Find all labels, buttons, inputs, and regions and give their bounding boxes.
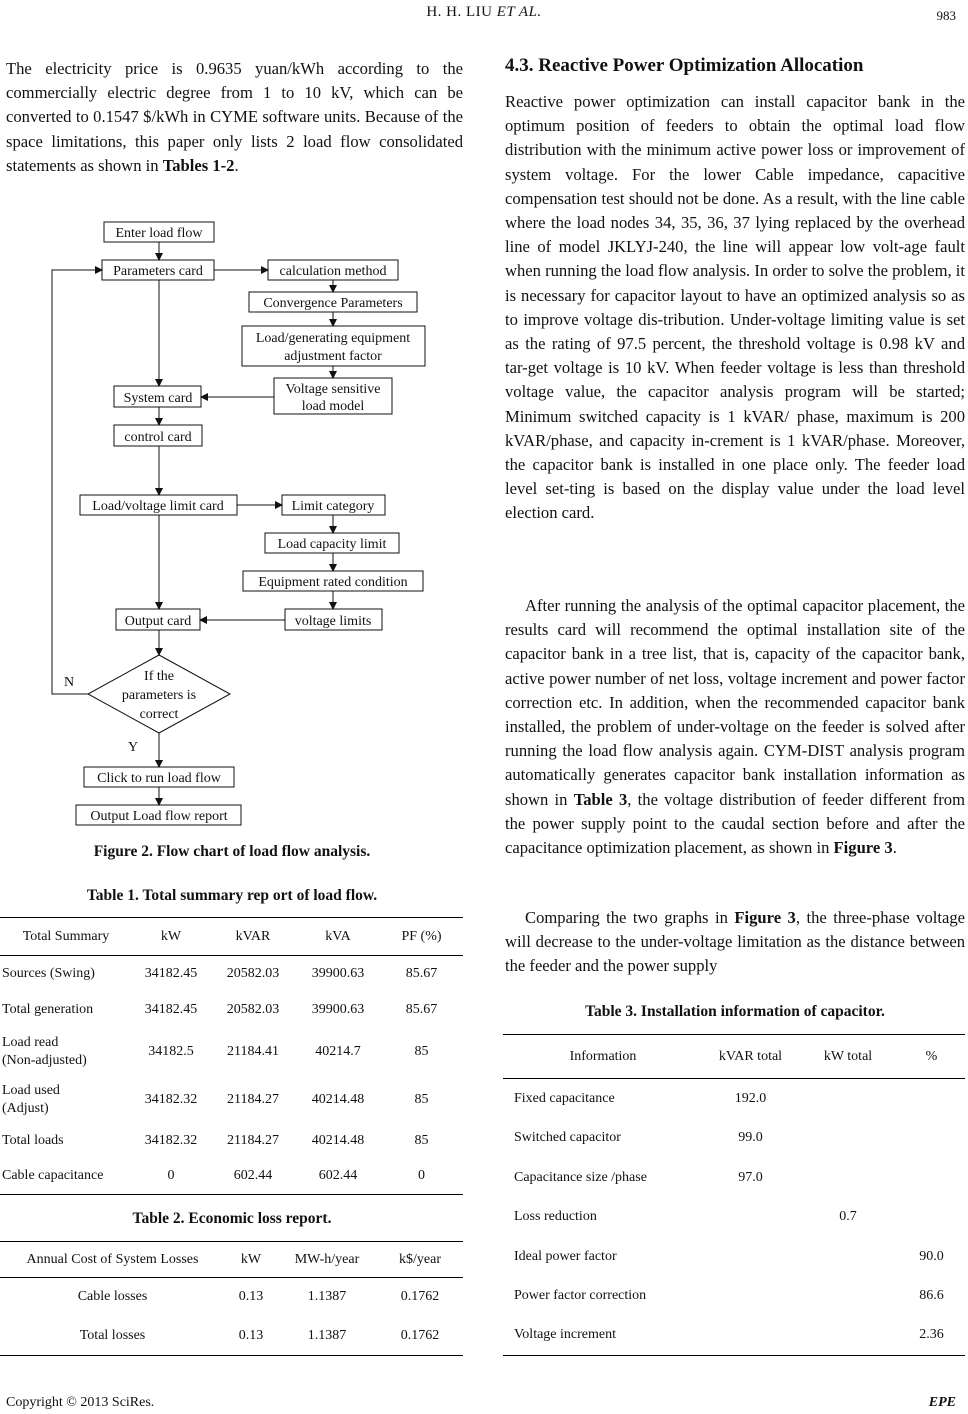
t3-r0-label: Fixed capacitance [514, 1090, 615, 1106]
t2-r0-kw: 0.13 [238, 1289, 264, 1305]
footer-journal: EPE [928, 1395, 956, 1410]
flow-output-label: Output card [124, 614, 192, 629]
flow-decision-label-3: correct [139, 707, 179, 722]
flow-equip-label: Equipment rated condition [258, 575, 408, 590]
flow-y-label: Y [128, 740, 139, 755]
t1-r0-kvar: 20582.03 [226, 965, 280, 981]
t2-r1-k: 0.1762 [400, 1327, 440, 1343]
t2-h-annual: Annual Cost of System Losses [26, 1251, 199, 1267]
t1-r4-kva: 40214.48 [311, 1133, 365, 1148]
t1-r2-label [0, 1028, 132, 1076]
t3-r4-kw [798, 1237, 898, 1277]
section-heading: 4.3. Reactive Power Optimization Allocation [505, 55, 864, 76]
t3-r6-label: Voltage increment [514, 1327, 616, 1343]
t2-h-k: k$/year [399, 1251, 441, 1267]
t3-r3-kw: 0.7 [839, 1209, 857, 1224]
figure-2-caption: Figure 2. Flow chart of load flow analysis. [93, 843, 371, 860]
t1-r3-pf: 85 [414, 1091, 429, 1107]
p2-table-ref[interactable]: Table 3 [573, 789, 628, 809]
t3-r4-kvar [703, 1237, 798, 1277]
table-row [503, 1158, 965, 1198]
t3-r3-label: Loss reduction [514, 1209, 597, 1224]
intro-text: The electricity price is 0.9635 yuan/kWh according to the commercially electric degree from 1 to 10 kV, which can be converted to 0.1547 $/kWh in CYME software units. Because of the space limitations, this paper only lists 2 load flow consolidated statements as shown in [6, 59, 463, 175]
t1-r5-kw: 0 [167, 1168, 175, 1184]
flow-loadgen-label-1: Load/generating equipment [255, 331, 411, 346]
t3-r4-pct: 90.0 [919, 1248, 944, 1264]
p3-text-b: , the three-phase voltage will decrease to the under-voltage limitation as the distance between the feeder and the power supply [505, 908, 966, 976]
t3-r1-kw [798, 1119, 898, 1158]
t1-r5-kvar: 602.44 [233, 1168, 273, 1184]
footer-copyright: Copyright © 2013 SciRes. [6, 1395, 155, 1410]
p3-figure-ref[interactable]: Figure 3 [734, 908, 796, 927]
table-row [0, 1159, 463, 1195]
t2-r1-mwh: 1.1387 [307, 1327, 347, 1343]
flow-lvlimit-label: Load/voltage limit card [92, 499, 224, 514]
t3-r3-pct [898, 1198, 965, 1237]
t3-r2-pct [898, 1158, 965, 1198]
intro-end: . [234, 155, 239, 175]
t1-r5-label: Cable capacitance [2, 1168, 104, 1184]
table-1-caption: Table 1. Total summary rep ort of load flow. [86, 887, 378, 904]
flow-vlimits-label: voltage limits [294, 614, 372, 629]
flow-params-label: Parameters card [113, 264, 203, 279]
table-row [0, 956, 463, 992]
flow-loadgen-label-2: adjustment factor [284, 349, 382, 364]
table-1-header [0, 918, 463, 956]
t3-r5-label: Power factor correction [514, 1288, 647, 1303]
t1-h-kva: kVA [325, 928, 351, 944]
flow-calc-label: calculation method [279, 264, 387, 279]
t2-r0-mwh: 1.1387 [307, 1289, 347, 1305]
t1-r1-pf: 85.67 [405, 1001, 438, 1017]
t3-r1-kvar: 99.0 [738, 1130, 763, 1145]
t2-r0-label: Cable losses [77, 1289, 148, 1305]
paragraph-3 [505, 906, 965, 979]
t3-r0-pct [898, 1079, 965, 1119]
table-row [0, 1278, 463, 1317]
t1-r1-label: Total generation [2, 1001, 94, 1017]
paragraph-1: Reactive power optimization can install capacitor bank in the optimum position of feeders to obtain the optimal load flow distribution with the minimum active power loss or improvement of system voltage. For the lower Cable impedance, capacitive compensation test should not be done. As a result, with the line cable where the load nodes 34, 35, 36, 37 lying replaced by the overhead line of model JKLYJ-240, the line will appear low volt-age fault when running the load flow analysis. In order to solve the problem, it is necessary for capacitor layout to have an optimized analysis so as to improve voltage dis-tribution. Under-voltage limiting value is set as the rating of 97.5 percent, the threshold voltage is 0.98 kV and tar-get voltage is 10 kV. When feeder voltage is less than threshold voltage value, the capacitor analysis program will be started; Minimum switched capacity is 1 kVAR/ phase, maximum is 200 kVAR/phase, and capacity in-crement is 1 kVAR/phase. Moreover, the capacitor bank is installed in one place only. The feeder load level set-ting is based on the display value under the load level election card. [505, 92, 965, 523]
table-row [503, 1237, 965, 1277]
flow-decision-label-1: If the [144, 669, 174, 684]
t1-r3-kva: 40214.48 [311, 1091, 365, 1107]
table-3 [503, 1034, 965, 1356]
t2-r1-kw: 0.13 [238, 1327, 264, 1343]
table-row [503, 1316, 965, 1356]
t1-r2-kva: 40214.7 [315, 1043, 361, 1059]
t1-h-pf: PF (%) [401, 928, 442, 944]
p3-text-a: Comparing the two graphs in [525, 908, 735, 927]
table-1 [0, 917, 463, 1195]
table-row [503, 1198, 965, 1237]
t1-r2-kvar: 21184.41 [227, 1043, 279, 1059]
t3-r6-kvar [703, 1316, 798, 1356]
header-author: H. H. LIU [426, 4, 493, 20]
t3-r5-pct: 86.6 [919, 1288, 944, 1303]
flow-conv-label: Convergence Parameters [263, 296, 403, 311]
flow-voltsens-label-1: Voltage sensitive [285, 382, 381, 397]
t3-r1-pct [898, 1119, 965, 1158]
table-row [503, 1119, 965, 1158]
flowchart [40, 215, 440, 833]
flow-voltsens-label-2: load model [301, 399, 365, 414]
table-2-caption: Table 2. Economic loss report. [132, 1210, 332, 1227]
t1-r5-kva: 602.44 [318, 1168, 358, 1184]
t1-r3-label-1: Load used [2, 1082, 60, 1098]
table-2 [0, 1241, 463, 1356]
t3-h-pct: % [925, 1048, 938, 1064]
t1-h-summary: Total Summary [22, 928, 110, 944]
table-2-header [0, 1242, 463, 1278]
t1-h-kvar: kVAR [235, 928, 271, 944]
running-header [0, 4, 968, 21]
t3-h-kw: kW total [823, 1048, 873, 1064]
t3-h-kvar: kVAR total [718, 1048, 783, 1064]
t3-r5-kvar [703, 1277, 798, 1316]
t3-r2-kw [798, 1158, 898, 1198]
table-row [503, 1079, 965, 1119]
t3-r3-kvar [703, 1198, 798, 1237]
t3-r4-label: Ideal power factor [514, 1248, 617, 1264]
p2-text-a: After running the analysis of the optimal capacitor placement, the results card will recommend the optimal installation site of the capacitor bank in a tree list, that is, capacity of the capacitor bank, active power number of net loss, voltage increment and power factor correction etc. In addition, when the recommended capacitor bank installed, the problem of under-voltage on the feeder is solved after running the load flow analysis again. CYM-DIST analysis program automatically generates capacitor bank installation information as shown in [505, 596, 965, 809]
t3-h-info: Information [569, 1048, 637, 1064]
t3-r1-label: Switched capacitor [514, 1130, 621, 1145]
flow-control-label: control card [124, 430, 192, 445]
t1-r3-label-2: (Adjust) [2, 1100, 49, 1116]
header-etal: ET AL. [496, 4, 542, 20]
t1-r2-label-1: Load read [2, 1034, 59, 1050]
t1-r1-kva: 39900.63 [311, 1001, 365, 1017]
t1-r1-kw: 34182.45 [144, 1001, 198, 1017]
page-number: 983 [936, 8, 956, 23]
t3-r0-kw [798, 1079, 898, 1119]
p2-figure-ref[interactable]: Figure 3 [833, 838, 893, 858]
t1-r4-label: Total loads [2, 1133, 64, 1148]
flow-click-label: Click to run load flow [97, 771, 221, 786]
t3-r6-pct: 2.36 [919, 1327, 944, 1343]
t1-r3-label [0, 1076, 132, 1124]
t1-r0-label: Sources (Swing) [2, 965, 95, 981]
flow-enter-label: Enter load flow [115, 226, 203, 241]
t1-r5-pf: 0 [418, 1168, 425, 1184]
t1-r4-kw: 34182.32 [144, 1133, 198, 1148]
t1-r3-kw: 34182.32 [144, 1091, 198, 1107]
t1-r4-pf: 85 [414, 1133, 429, 1148]
table-row [0, 992, 463, 1028]
table-3-caption: Table 3. Installation information of capacitor. [585, 1003, 885, 1020]
table-row [0, 1317, 463, 1356]
intro-table-ref[interactable]: Tables 1-2 [162, 155, 235, 175]
flow-loadcap-label: Load capacity limit [277, 537, 387, 552]
flow-decision-label-2: parameters is [121, 688, 197, 703]
paragraph-2 [505, 594, 965, 860]
flow-report-label: Output Load flow report [90, 809, 228, 824]
table-row [0, 1124, 463, 1159]
t1-r1-kvar: 20582.03 [226, 1001, 280, 1017]
t3-r2-label: Capacitance size /phase [514, 1169, 647, 1185]
t2-r1-label: Total losses [79, 1327, 146, 1343]
t2-h-mwh: MW-h/year [294, 1251, 360, 1267]
table-3-header [503, 1035, 965, 1079]
t1-r0-kva: 39900.63 [311, 965, 365, 981]
flow-n-label: N [64, 675, 75, 690]
p2-text-c: . [892, 838, 897, 858]
t3-r5-kw [798, 1277, 898, 1316]
table-row [503, 1277, 965, 1316]
t3-r6-kw [798, 1316, 898, 1356]
t2-r0-k: 0.1762 [400, 1289, 440, 1305]
intro-paragraph [6, 57, 463, 178]
t3-r2-kvar: 97.0 [738, 1169, 763, 1185]
flow-system-label: System card [123, 391, 193, 406]
t1-h-kw: kW [160, 928, 182, 944]
t1-r2-kw: 34182.5 [148, 1043, 194, 1059]
t1-r2-pf: 85 [414, 1043, 429, 1059]
t1-r0-kw: 34182.45 [144, 965, 198, 981]
t1-r2-label-2: (Non-adjusted) [2, 1052, 87, 1068]
table-row [0, 1076, 463, 1124]
flow-limitcat-label: Limit category [291, 499, 375, 514]
table-row [0, 1028, 463, 1076]
t1-r3-kvar: 21184.27 [227, 1091, 279, 1107]
t1-r0-pf: 85.67 [405, 965, 438, 981]
p2-text-b: , the voltage distribution of feeder different from the power supply point to the caudal section before and after the capacitance optimization placement, as shown in [505, 789, 965, 858]
t1-r4-kvar: 21184.27 [227, 1133, 279, 1148]
t2-h-kw: kW [240, 1251, 262, 1267]
t3-r0-kvar: 192.0 [734, 1090, 767, 1106]
